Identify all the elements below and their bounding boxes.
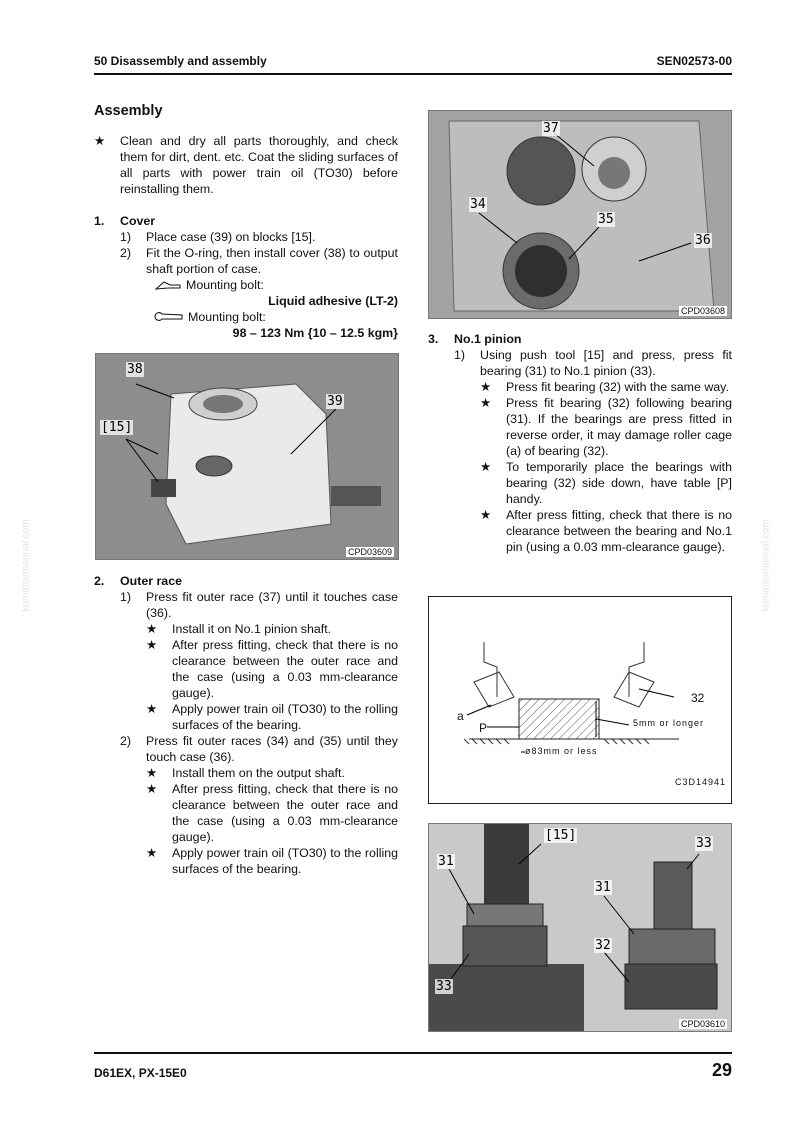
watermark-right: komatsumanual.com — [760, 519, 772, 612]
callout-31-right: 31 — [595, 880, 611, 895]
star-icon: ★ — [94, 134, 106, 148]
pinion-illustration — [429, 824, 731, 1031]
callout-39: 39 — [327, 394, 343, 409]
case-races-illustration — [429, 111, 731, 318]
photo-case-races — [428, 110, 732, 319]
photo-pinion-bearings — [428, 823, 732, 1032]
note: ★ Apply power train oil (TO30) to the rolling surfaces of the bearing. — [146, 702, 398, 732]
outer-race-heading: 2. Outer race — [94, 574, 182, 588]
height-dimension: 5mm or longer — [633, 718, 705, 728]
case-illustration — [96, 354, 398, 559]
photo-code: CPD03610 — [680, 1019, 725, 1029]
torque-spec: 98 – 123 Nm {10 – 12.5 kgm} — [232, 326, 398, 340]
label-32: 32 — [691, 691, 705, 705]
outer-race-block — [94, 573, 398, 877]
note: ★ Install it on No.1 pinion shaft. — [146, 622, 332, 636]
cover-heading: 1. Cover — [94, 214, 156, 228]
note: ★ To temporarily place the bearings with bearing (32) side down, have table [P] handy. — [480, 460, 732, 506]
callout-31-left: 31 — [438, 854, 454, 869]
footer-divider — [94, 1052, 732, 1054]
callout-33-right: 33 — [696, 836, 712, 851]
document-id: SEN02573-00 — [656, 54, 732, 68]
callout-38: 38 — [127, 362, 143, 377]
note: ★ Press fit bearing (32) following bearing (31). If the bearings are press fitted in reverse order, it may damage roller cage (a) of bearing (32). — [480, 396, 732, 458]
assembly-title: Assembly — [94, 103, 163, 119]
adhesive-icon — [154, 279, 182, 291]
pinion-heading: 3. No.1 pinion — [428, 332, 522, 346]
watermark-left: komatsumanual.com — [20, 519, 32, 612]
label-a: a — [457, 709, 464, 723]
page-header — [94, 54, 732, 68]
note: ★ Install them on the output shaft. — [146, 766, 345, 780]
assembly-block — [94, 103, 398, 341]
model-name: D61EX, PX-15E0 — [94, 1066, 187, 1080]
callout-35: 35 — [598, 212, 614, 227]
diagram-code: C3D14941 — [675, 777, 727, 787]
photo-code: CPD03609 — [347, 547, 392, 557]
callout-15-tool: [15] — [545, 828, 577, 843]
page-number: 29 — [711, 1060, 732, 1080]
note: ★ Press fit bearing (32) with the same way. — [480, 380, 729, 394]
note: ★ Apply power train oil (TO30) to the rolling surfaces of the bearing. — [146, 846, 398, 876]
pinion-step-1: 1) Using push tool [15] and press, press fit bearing (31) to No.1 pinion (33). — [454, 348, 732, 378]
callout-15: [15] — [101, 420, 133, 435]
callout-32: 32 — [595, 938, 611, 953]
bolt-torque-row: Mounting bolt: — [94, 309, 398, 325]
callout-34: 34 — [470, 197, 486, 212]
photo-code: CPD03608 — [680, 306, 725, 316]
note: ★ After press fitting, check that there is no clearance between the bearing and No.1 pin (using a 0.03 mm-clearance gauge). — [480, 508, 732, 554]
cover-step-2: 2) Fit the O-ring, then install cover (38) to output shaft portion of case. — [120, 246, 398, 276]
callout-36: 36 — [695, 233, 711, 248]
pinion-block — [428, 331, 732, 555]
note: ★ After press fitting, check that there is no clearance between the outer race and the case (using a 0.03 mm-clearance gauge). — [146, 782, 398, 844]
cover-step-1: 1) Place case (39) on blocks [15]. — [120, 230, 316, 244]
note: ★ After press fitting, check that there is no clearance between the outer race and the case (using a 0.03 mm-clearance gauge). — [146, 638, 398, 700]
table-diagram — [428, 596, 732, 804]
diameter-dimension: ø83mm or less — [525, 746, 598, 756]
intro-note: ★ Clean and dry all parts thoroughly, and check them for dirt, dent. etc. Coat the sliding surfaces of all parts with power train oil (TO30) before reinstalling them. — [94, 134, 398, 196]
label-p: P — [479, 721, 488, 735]
callout-37: 37 — [543, 121, 559, 136]
outer-race-step-1: 1) Press fit outer race (37) until it touches case (36). — [120, 590, 398, 620]
wrench-icon — [154, 311, 184, 323]
bolt-adhesive-row: Mounting bolt: — [94, 277, 398, 293]
header-divider — [94, 73, 732, 75]
section-title: 50 Disassembly and assembly — [94, 54, 267, 68]
photo-case-on-blocks — [95, 353, 399, 560]
adhesive-spec: Liquid adhesive (LT-2) — [268, 294, 398, 308]
callout-33-left: 33 — [436, 979, 452, 994]
bearing-table-drawing — [429, 597, 731, 803]
outer-race-step-2: 2) Press fit outer races (34) and (35) until they touch case (36). — [120, 734, 398, 764]
